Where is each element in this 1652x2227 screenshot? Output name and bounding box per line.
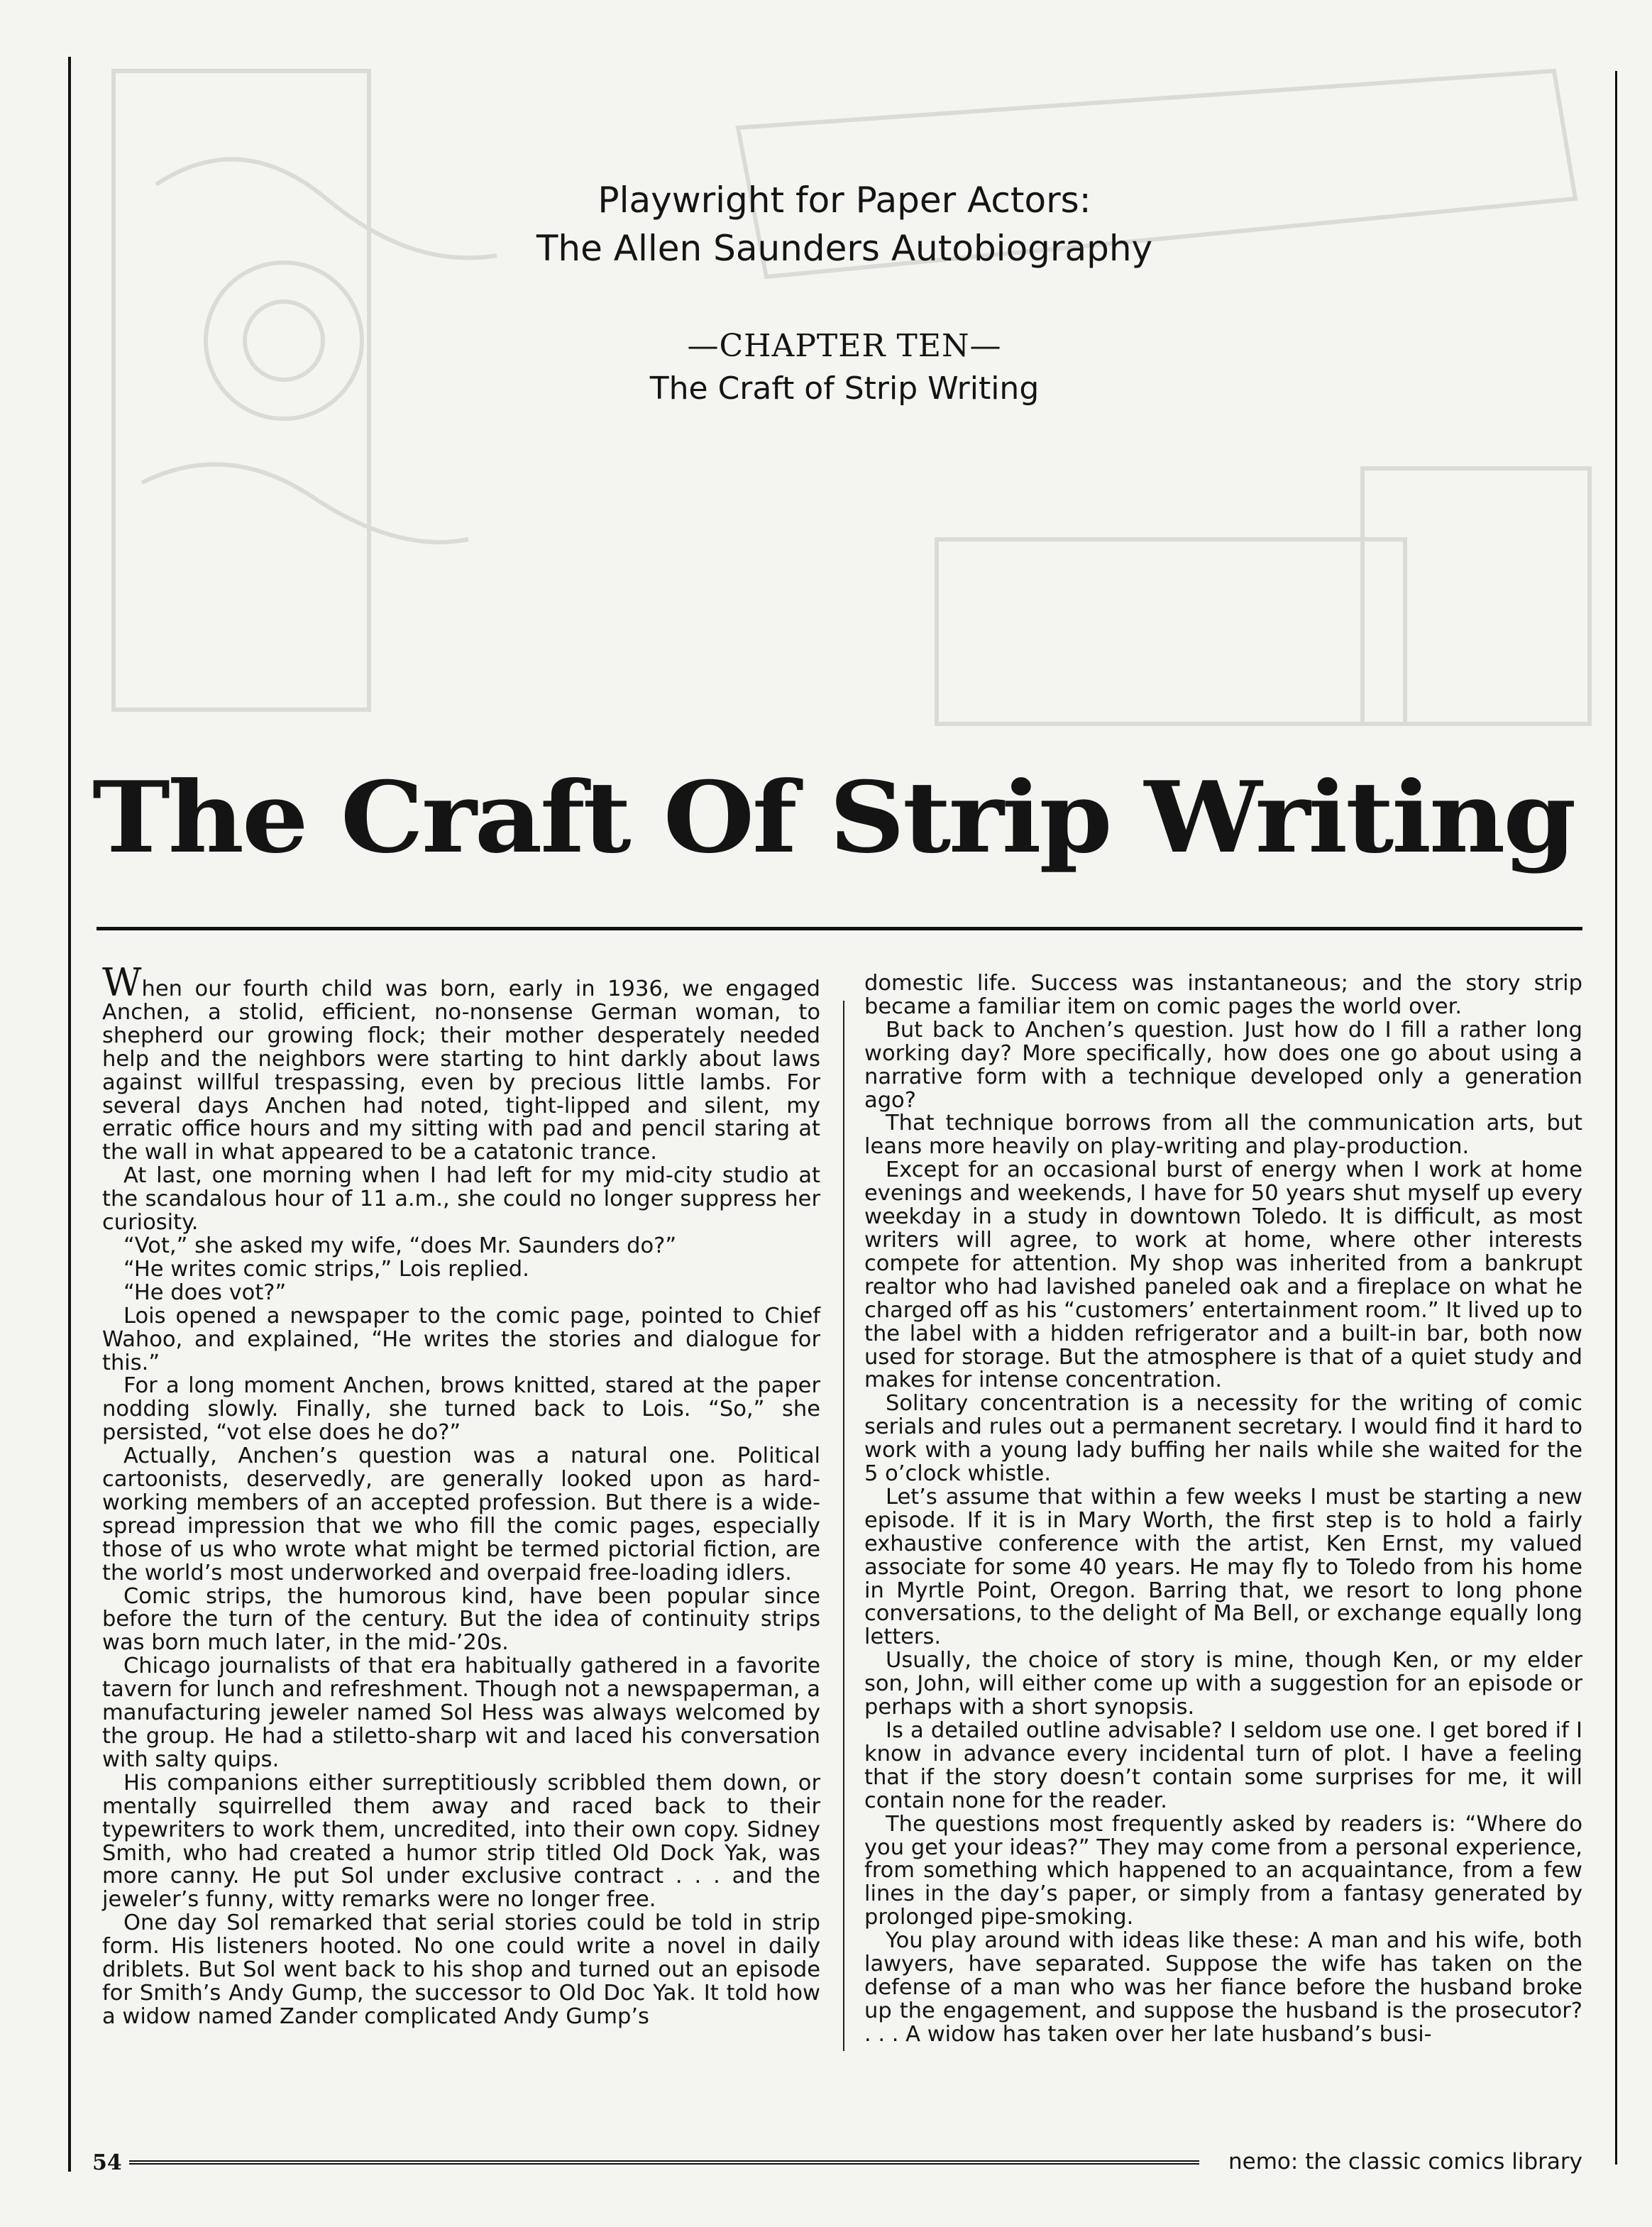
article-paragraph: Lois opened a newspaper to the comic page, pointed to Chief Wahoo, and explained, “He writes the stories and dialogue for this.” — [102, 1303, 820, 1375]
article-paragraph: You play around with ideas like these: A man and his wife, both lawyers, have separated. Suppose the wife has taken on the defense of a man who was her fiance before the husband broke up the engagement, and suppose the husband is the prosecutor? . . . A widow has taken over her late husband’s busi- — [864, 1928, 1582, 2047]
article-paragraph: But back to Anchen’s question. Just how do I fill a rather long working day? More specifically, how does one go about using a narrative form with a technique developed only a generation ago? — [864, 1017, 1582, 1113]
series-title-line: The Allen Saunders Autobiography — [536, 228, 1153, 269]
article-paragraph: His companions either surreptitiously scribbled them down, or mentally squirrelled them away and raced back to their typewriters to work them, uncredited, into their own copy. Sidney Smith, who had created a humor strip titled Old Dock Yak, was more canny. He put Sol under exclusive contract . . . and the jeweler’s funny, witty remarks were no longer free. — [102, 1770, 820, 1913]
series-title-line: Playwright for Paper Actors: — [598, 180, 1091, 221]
column-divider — [843, 1001, 844, 2051]
paragraph-text: hen our fourth child was born, early in 1936, we engaged Anchen, a stolid, efficient, no-nonsense German woman, to shepherd our growing flock; their mother desperately needed help and the neighbors were starting to hint darkly about laws against willful trespassing, even by precious little lambs. For several days Anchen had noted, tight-lipped and silent, my erratic office hours and my sitting with pad and pencil staring at the wall in what appeared to be a catatonic trance. — [102, 977, 820, 1165]
chapter-title: The Craft of Strip Writing — [649, 370, 1040, 407]
chapter-heading — [71, 325, 1618, 410]
article-paragraph: domestic life. Success was instantaneous; and the story strip became a familiar item on comic pages the world over. — [864, 971, 1582, 1019]
article-paragraph: One day Sol remarked that serial stories could be told in strip form. His listeners hooted. No one could write a novel in daily driblets. But Sol went back to his shop and turned out an episode for Smith’s Andy Gump, the successor to Old Doc Yak. It told how a widow named Zander complicated Andy Gump’s — [102, 1910, 820, 2029]
footer-rule — [129, 2160, 1199, 2165]
drop-cap: W — [102, 960, 142, 1005]
article-paragraph: That technique borrows from all the communication arts, but leans more heavily on play-writing and play-production. — [864, 1111, 1582, 1160]
article-paragraph: Except for an occasional burst of energy when I work at home evenings and weekends, I have for 50 years shut myself up every weekday in a study in downtown Toledo. It is difficult, as most writers will agree, to work at home, where other interests compete for attention. My shop was inherited from a bankrupt realtor who had lavished paneled oak and a fireplace on what he charged off as his “customers’ entertainment room.” It lived up to the label with a hidden refrigerator and a built-in bar, both now used for storage. But the atmosphere is that of a quiet study and makes for intense concentration. — [864, 1158, 1582, 1393]
article-paragraph: Usually, the choice of story is mine, though Ken, or my elder son, John, will either come up with a suggestion for an episode or perhaps with a short synopsis. — [864, 1648, 1582, 1720]
chapter-label: —CHAPTER TEN— — [687, 328, 1002, 364]
article-paragraph: “Vot,” she asked my wife, “does Mr. Saunders do?” — [123, 1233, 677, 1258]
magazine-name: nemo: the classic comics library — [1228, 2149, 1582, 2174]
article-column-left — [102, 960, 820, 2029]
page-footer — [92, 2150, 1582, 2179]
article-column-right — [864, 972, 1582, 2047]
article-headline: The Craft Of Strip Writing — [92, 759, 1575, 875]
article-paragraph: Solitary concentration is a necessity for the writing of comic serials and rules out a permanent secretary. I would find it hard to work with a young lady buffing her nails while she waited for the 5 o’clock whistle. — [864, 1391, 1582, 1487]
article-paragraph: Is a detailed outline advisable? I seldom use one. I get bored if I know in advance every incidental turn of plot. I have a feeling that if the story doesn’t contain some surprises for me, it will contain none for the reader. — [864, 1718, 1582, 1813]
article-paragraph: Let’s assume that within a few weeks I must be starting a new episode. If it is in Mary Worth, the first step is to hold a fairly exhaustive conference with the artist, Ken Ernst, my valued associate for some 40 years. He may fly to Toledo from his home in Myrtle Point, Oregon. Barring that, we resort to long phone conversations, to the delight of Ma Bell, or exchange equally long letters. — [864, 1484, 1582, 1650]
page-number: 54 — [92, 2150, 122, 2175]
article-paragraph: For a long moment Anchen, brows knitted, stared at the paper nodding slowly. Finally, she turned back to Lois. “So,” she persisted, “vot else does he do?” — [102, 1373, 820, 1446]
series-title — [71, 176, 1618, 273]
article-paragraph: “He does vot?” — [123, 1280, 287, 1305]
article-paragraph: Chicago journalists of that era habitually gathered in a favorite tavern for lunch and refreshment. Though not a newspaperman, a manufacturing jeweler named Sol Hess was always welcomed by the group. He had a stiletto-sharp wit and laced his conversation with salty quips. — [102, 1654, 820, 1772]
article-paragraph: “He writes comic strips,” Lois replied. — [123, 1256, 529, 1282]
article-paragraph: Actually, Anchen’s question was a natural one. Political cartoonists, deservedly, are generally looked upon as hard-working members of an accepted profession. But there is a wide-spread impression that we who fill the comic pages, especially those of us who wrote what might be termed pictorial fiction, are the world’s most underworked and overpaid free-loading idlers. — [102, 1444, 820, 1585]
headline-rule — [97, 927, 1582, 930]
article-paragraph: The questions most frequently asked by readers is: “Where do you get your ideas?” They may come from a personal experience, from something which happened to an acquaintance, from a few lines in the day’s paper, or simply from a fantasy generated by prolonged pipe-smoking. — [864, 1811, 1582, 1930]
article-paragraph: At last, one morning when I had left for my mid-city studio at the scandalous hour of 11 a.m., she could no longer suppress her curiosity. — [102, 1163, 820, 1236]
article-paragraph — [102, 960, 820, 1165]
article-paragraph: Comic strips, the humorous kind, have been popular since before the turn of the century. But the idea of continuity strips was born much later, in the mid-’20s. — [102, 1583, 820, 1656]
